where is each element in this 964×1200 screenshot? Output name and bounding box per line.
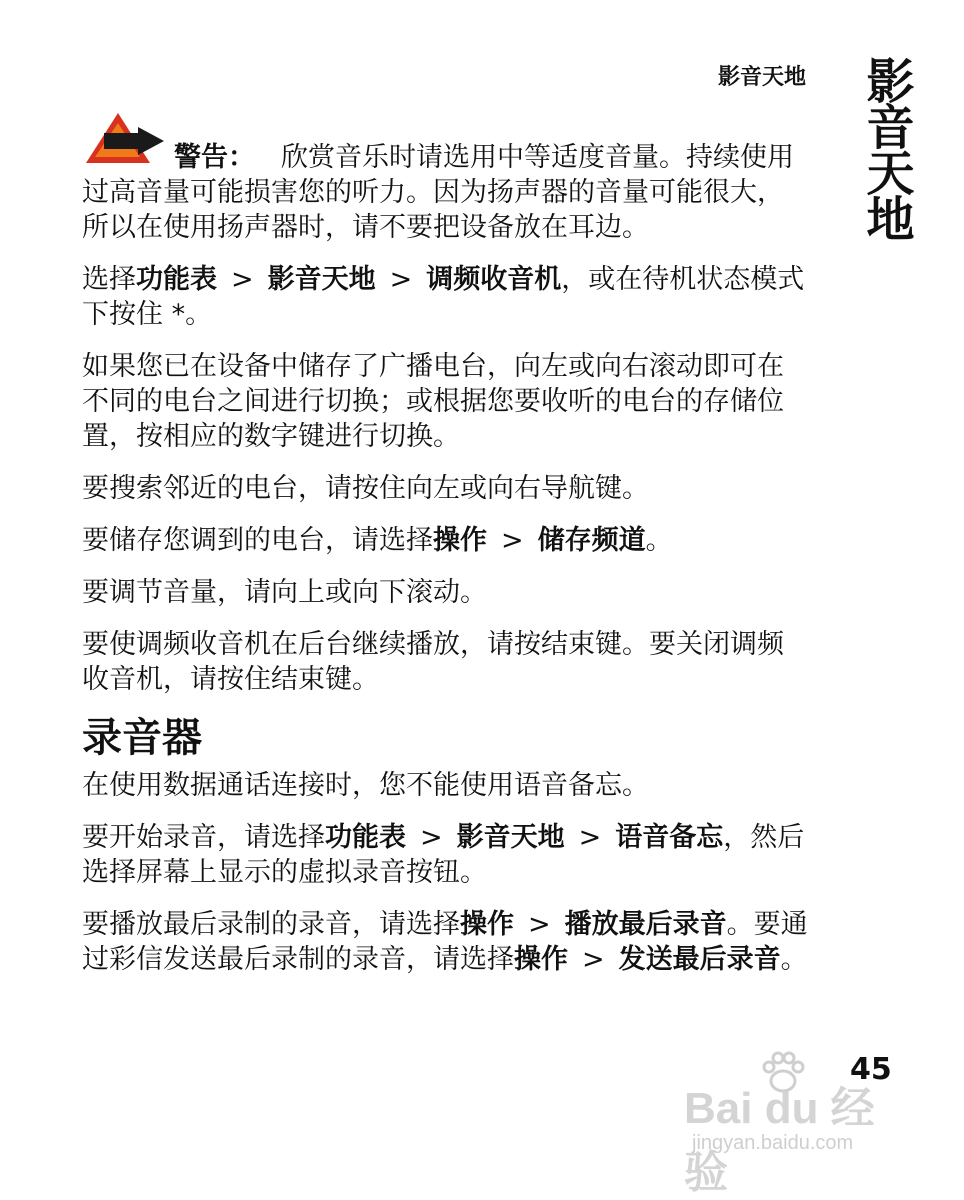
menu-separator: > [578, 822, 602, 853]
radio-save-paragraph [82, 523, 808, 558]
menu-path-functions: 功能表 [136, 264, 217, 295]
menu-separator: > [501, 525, 524, 556]
page-content [82, 140, 808, 994]
radio-save-prefix: 要储存您调到的电台，请选择 [82, 525, 433, 556]
watermark-logo: Bai du 经验 [684, 1084, 875, 1197]
radio-search-paragraph: 要搜索邻近的电台，请按住向左或向右导航键。 [82, 473, 649, 504]
menu-separator: > [582, 944, 605, 975]
recorder-play-prefix: 要播放最后录制的录音，请选择 [82, 909, 460, 940]
radio-save-suffix: 。 [645, 525, 673, 556]
radio-background-paragraph: 要使调频收音机在后台继续播放，请按结束键。要关闭调频收音机，请按住结束键。 [82, 629, 784, 695]
menu-path-functions: 功能表 [325, 822, 406, 853]
radio-open-prefix: 选择 [82, 264, 136, 295]
radio-switch-paragraph: 如果您已在设备中储存了广播电台，向左或向右滚动即可在不同的电台之间进行切换；或根据您要收听的电台的存储位置，按相应的数字键进行切换。 [82, 351, 784, 452]
recorder-play-paragraph [82, 907, 808, 977]
menu-path-save-channel: 储存频道 [537, 525, 646, 556]
warning-paragraph [82, 140, 808, 245]
recorder-start-prefix: 要开始录音，请选择 [82, 822, 325, 853]
warning-text: 欣赏音乐时请选用中等适度音量。持续使用过高音量可能损害您的听力。因为扬声器的音量可能很大，所以在使用扬声器时，请不要把设备放在耳边。 [82, 142, 794, 243]
recorder-play-suffix: 。 [780, 944, 808, 975]
menu-path-media: 影音天地 [267, 264, 376, 295]
radio-open-paragraph [82, 262, 808, 332]
recorder-play-middle: 。要通过彩信发送最后录制的录音，请选择 [82, 909, 808, 975]
menu-path-options: 操作 [433, 525, 487, 556]
menu-path-media: 影音天地 [456, 822, 565, 853]
menu-separator: > [231, 264, 254, 295]
warning-icon [80, 107, 168, 167]
menu-separator: > [528, 909, 551, 940]
menu-path-fm-radio: 调频收音机 [426, 264, 562, 295]
radio-volume-paragraph: 要调节音量，请向上或向下滚动。 [82, 577, 487, 608]
header-section-title: 影音天地 [717, 65, 806, 90]
menu-path-play-last: 播放最后录音 [564, 909, 727, 940]
menu-separator: > [389, 264, 413, 295]
side-tab-label: 影音天地 [858, 56, 914, 240]
recorder-start-suffix: ，然后选择屏幕上显示的虚拟录音按钮。 [82, 822, 805, 888]
recorder-note-paragraph: 在使用数据通话连接时，您不能使用语音备忘。 [82, 770, 649, 801]
menu-path-options: 操作 [514, 944, 568, 975]
radio-open-suffix: ，或在待机状态模式下按住 *。 [82, 264, 805, 330]
menu-path-voice-memo: 语音备忘 [615, 822, 724, 853]
watermark-url: jingyan.baidu.com [692, 1132, 854, 1154]
recorder-heading: 录音器 [82, 715, 202, 761]
warning-label: 警告： [174, 142, 255, 173]
baidu-watermark [684, 1050, 914, 1197]
menu-path-send-last: 发送最后录音 [618, 944, 781, 975]
recorder-start-paragraph [82, 820, 808, 890]
menu-separator: > [420, 822, 443, 853]
page-number: 45 [850, 1052, 892, 1087]
menu-path-options: 操作 [460, 909, 514, 940]
